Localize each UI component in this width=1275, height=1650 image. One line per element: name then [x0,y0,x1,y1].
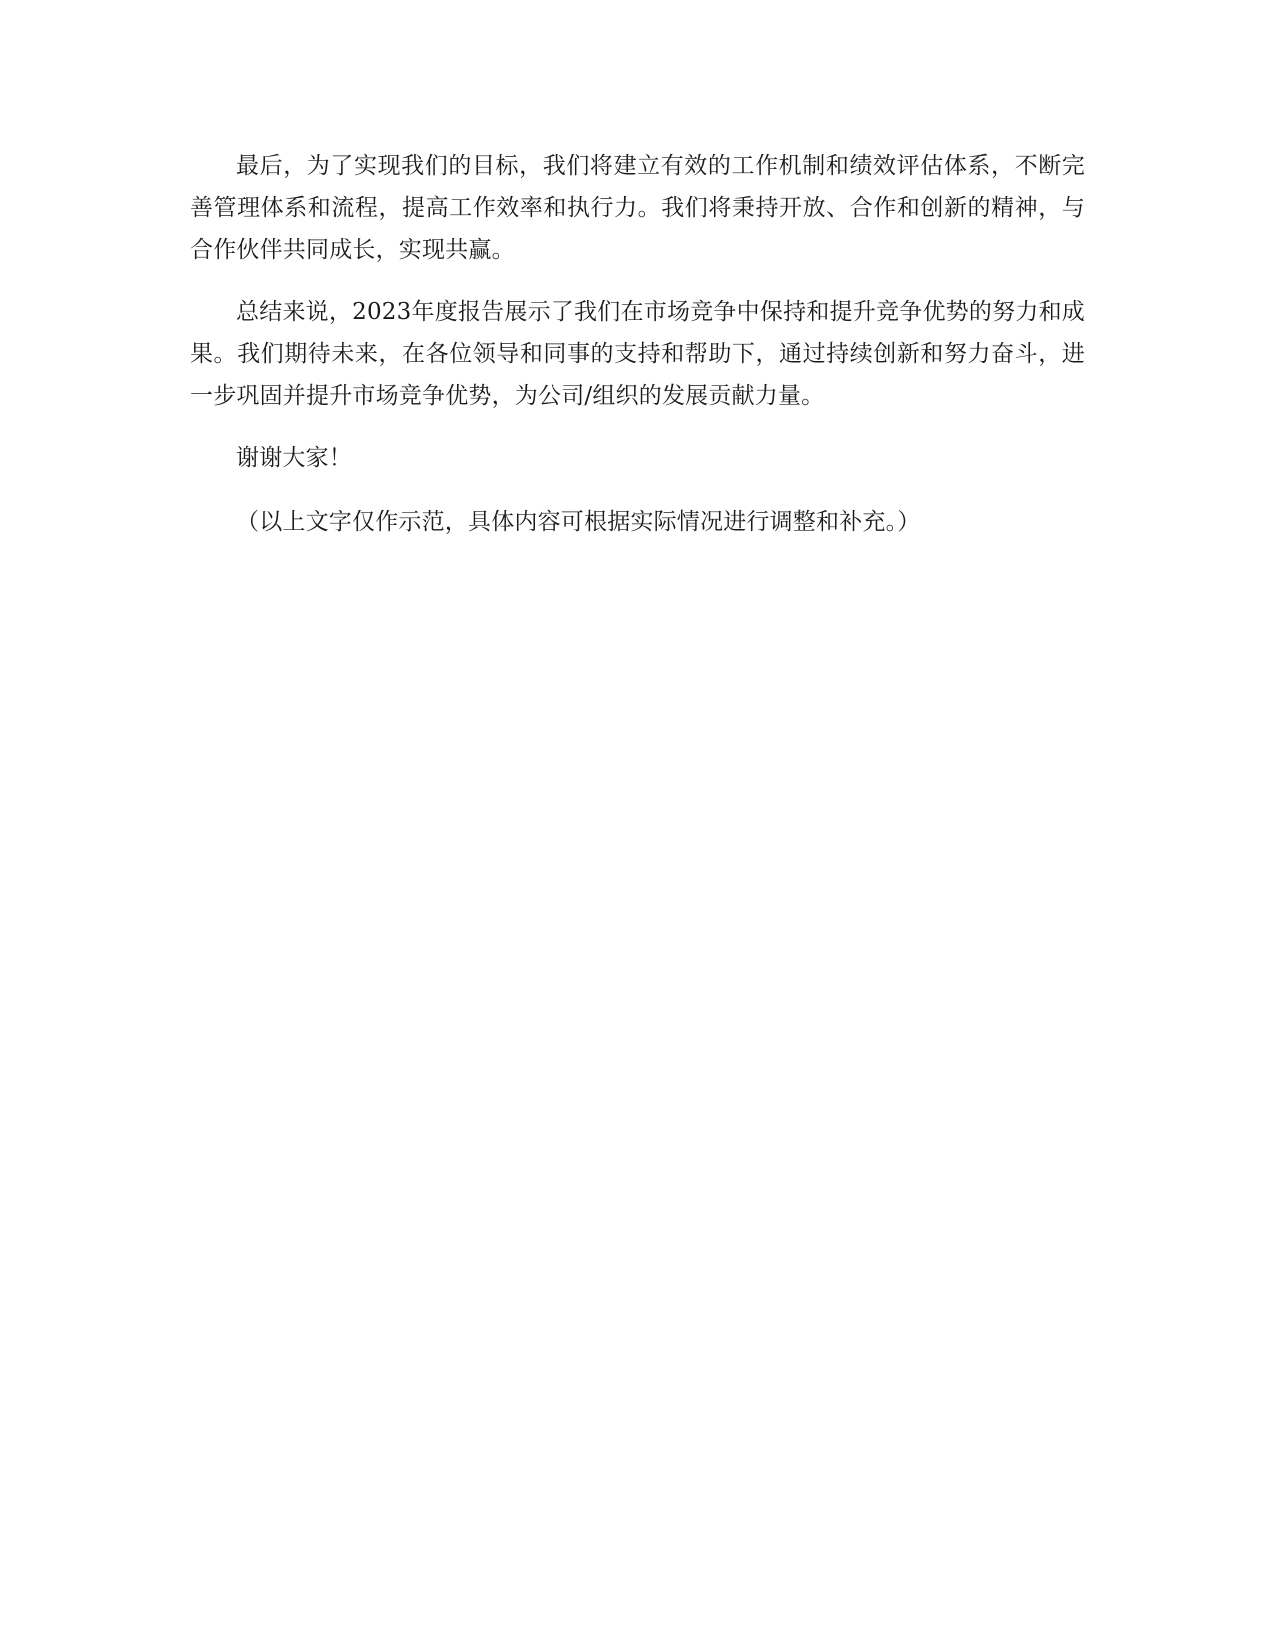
paragraph-closing-goals: 最后，为了实现我们的目标，我们将建立有效的工作机制和绩效评估体系，不断完善管理体系和流程，提高工作效率和执行力。我们将秉持开放、合作和创新的精神，与合作伙伴共同成长，实现共赢。 [190,153,1085,263]
paragraph-summary: 总结来说，2023年度报告展示了我们在市场竞争中保持和提升竞争优势的努力和成果。我们期待未来，在各位领导和同事的支持和帮助下，通过持续创新和努力奋斗，进一步巩固并提升市场竞争优势，为公司/组织的发展贡献力量。 [190,299,1085,409]
paragraph-disclaimer: （以上文字仅作示范，具体内容可根据实际情况进行调整和补充。） [236,509,921,535]
document-body [190,145,1085,565]
paragraph-thanks: 谢谢大家！ [236,445,352,471]
